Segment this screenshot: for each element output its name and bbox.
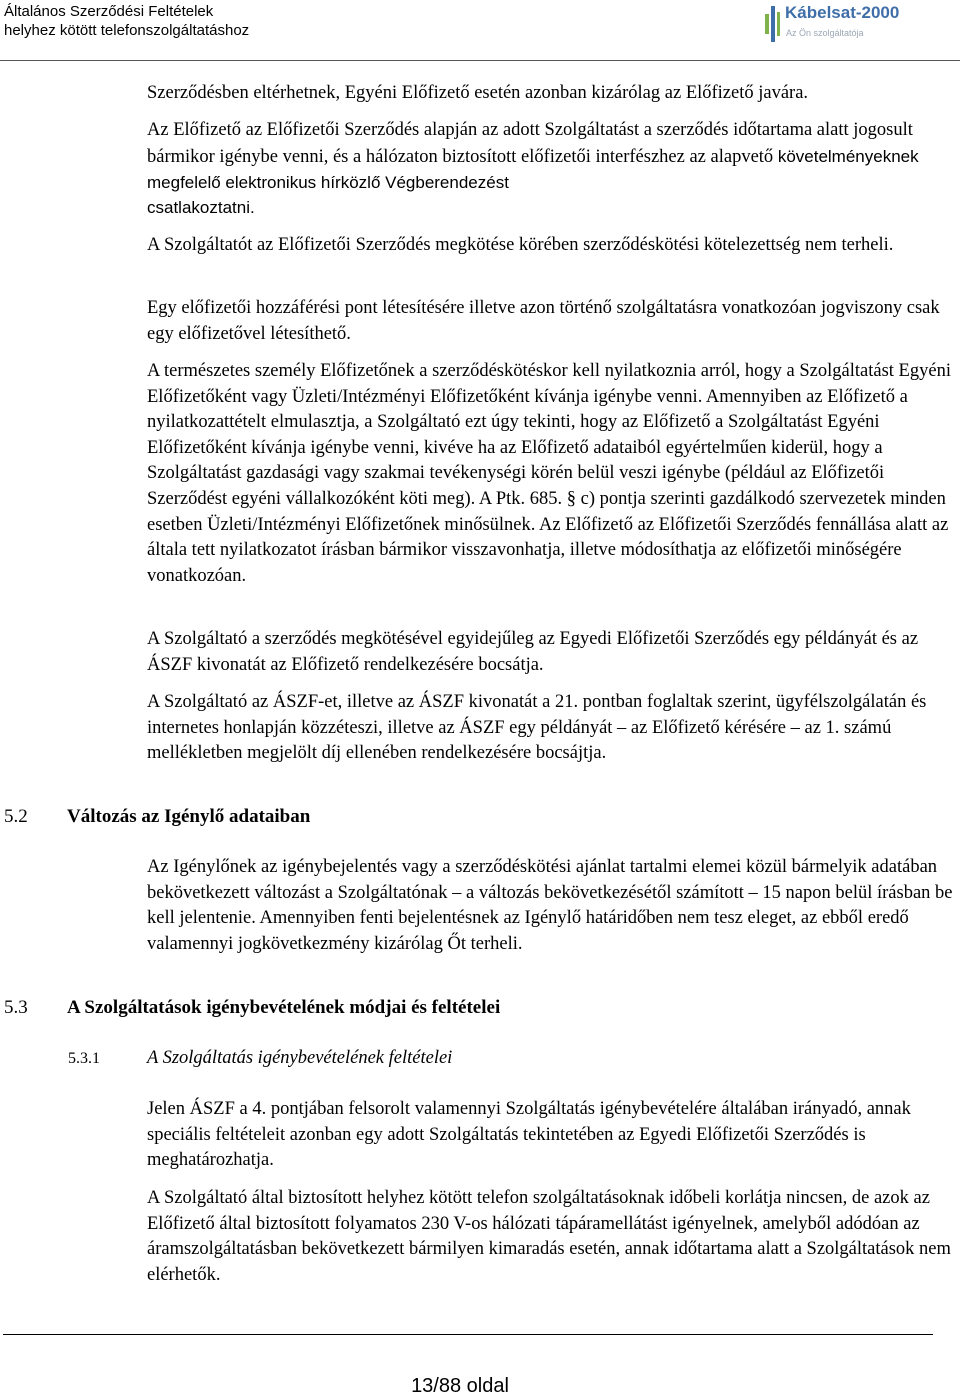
paragraph-data-change: Az Igénylőnek az igénybejelentés vagy a szerződéskötési ajánlat tartalmi elemei közül bármelyik adatában bekövetkezett változást a Szolgáltatónak – a változás bekövetkezésétől számított – 15 napon belül írásban be kell jelentenie. Amennyiben fenti bejelentésnek az Igénylő határidőben nem tesz eleget, az ebből eredő valamennyi jogkövetkezmény kizárólag Őt terheli. [147, 857, 953, 954]
footer-divider [3, 1334, 933, 1335]
paragraph-power-supply: A Szolgáltató által biztosított helyhez kötött telefon szolgáltatásoknak időbeli korlátja nincsen, de azok az Előfizető által biztosított folyamatos 230 V-os hálózati tápáramellátást igényelnek, amelyből adódóan az áramszolgáltatásban bekövetkezett bármilyen kimaradás esetén, annak időtartama alatt a Szolgáltatások nem elérhetők. [147, 1188, 951, 1285]
header-title-line2: helyhez kötött telefonszolgáltatáshoz [4, 22, 250, 39]
section-5-3-number: 5.3 [4, 997, 28, 1018]
paragraph-contract-copy: A Szolgáltató a szerződés megkötésével egyidejűleg az Egyedi Előfizetői Szerződés egy példányát és az ÁSZF kivonatát az Előfizető rendelkezésére bocsátja. [147, 629, 919, 675]
paragraph-connect: csatlakoztatni. [147, 198, 255, 217]
section-5-2-title: Változás az Igénylő adataiban [67, 806, 311, 827]
logo-name: Kábelsat-2000 [785, 3, 900, 22]
header-divider [0, 60, 960, 61]
paragraph-aszf-publication: A Szolgáltató az ÁSZF-et, illetve az ÁSZF kivonatát a 21. pontban foglaltak szerint, ügyfélszolgálatán és internetes honlapján közzéteszi, illetve az ÁSZF egy példányát – az Előfizető kérésére – az 1. számú mellékletben megjelölt díj ellenében rendelkezésére bocsájtja. [147, 692, 927, 764]
section-5-3-1-title: A Szolgáltatás igénybevételének feltételei [147, 1048, 453, 1068]
section-5-3-title: A Szolgáltatások igénybevételének módjai és feltételei [67, 997, 501, 1018]
section-5-3-1-number: 5.3.1 [68, 1050, 100, 1067]
section-5-2-number: 5.2 [4, 806, 28, 827]
running-header [4, 2, 249, 40]
paragraph-access-point: Egy előfizetői hozzáférési pont létesítésére illetve azon történő szolgáltatásra vonatkozóan jogviszony csak egy előfizetővel létesíthető. [147, 298, 940, 344]
paragraph-no-obligation: A Szolgáltatót az Előfizetői Szerződés megkötése körében szerződéskötési kötelezettség nem terheli. [147, 235, 894, 255]
paragraph-subscriber-rights-sans: követelményeknek megfelelő elektronikus hírközlő Végberendezést [147, 146, 919, 193]
section-5-3-1-heading [68, 1046, 452, 1071]
paragraph-subscriber-rights-text: Az Előfizető az Előfizetői Szerződés alapján az adott Szolgáltatást a szerződés időtartama alatt jogosult bármikor igénybe venni, és a hálózaton biztosított előfizetői interfészhez az alapvető [147, 120, 913, 167]
paragraph-aszf-conditions: Jelen ÁSZF a 4. pontjában felsorolt valamennyi Szolgáltatás igénybevételére általában irányadó, annak speciális feltételeit azonban egy adott Szolgáltatás tekintetében az Egyedi Előfizetői Szerződés is meghatározhatja. [147, 1099, 911, 1171]
company-logo [763, 4, 958, 46]
section-5-3-heading [4, 996, 500, 1020]
paragraph-subscriber-rights [147, 118, 955, 197]
section-5-2-heading [4, 805, 310, 829]
header-title-line1: Általános Szerződési Feltételek [4, 3, 214, 20]
logo-tagline: Az Ön szolgáltatója [786, 28, 864, 38]
paragraph-contract-deviation: Szerződésben eltérhetnek, Egyéni Előfizető esetén azonban kizárólag az Előfizető javára. [147, 83, 809, 103]
page-number: 13/88 oldal [411, 1375, 509, 1397]
logo-bars-icon [763, 4, 783, 44]
paragraph-subscriber-declaration: A természetes személy Előfizetőnek a szerződéskötéskor kell nyilatkoznia arról, hogy a Szolgáltatást Egyéni Előfizetőként vagy Üzleti/Intézményi Előfizetőként kívánja igénybe venni. Amennyiben az Előfizető a nyilatkozattételt elmulasztja, a Szolgáltató ezt úgy tekinti, hogy az Előfizető a Szolgáltatást Egyéni Előfizetőként kívánja igénybe venni, kivéve ha az Előfizető adataiból egyértelműen kiderül, hogy a Szolgáltatást gazdasági vagy szakmai tevékenységi körén belül veszi igénybe (például az Előfizetői Szerződést egyéni vállalkozóként köti meg). A Ptk. 685. § c) pontja szerinti gazdálkodó szervezetek minden esetben Üzleti/Intézményi Előfizetőnek minősülnek. Az Előfizető az Előfizetői Szerződés fennállása alatt az általa tett nyilatkozatot írásban bármikor visszavonhatja, illetve módosíthatja az előfizetői minőségére vonatkozóan. [147, 361, 951, 586]
